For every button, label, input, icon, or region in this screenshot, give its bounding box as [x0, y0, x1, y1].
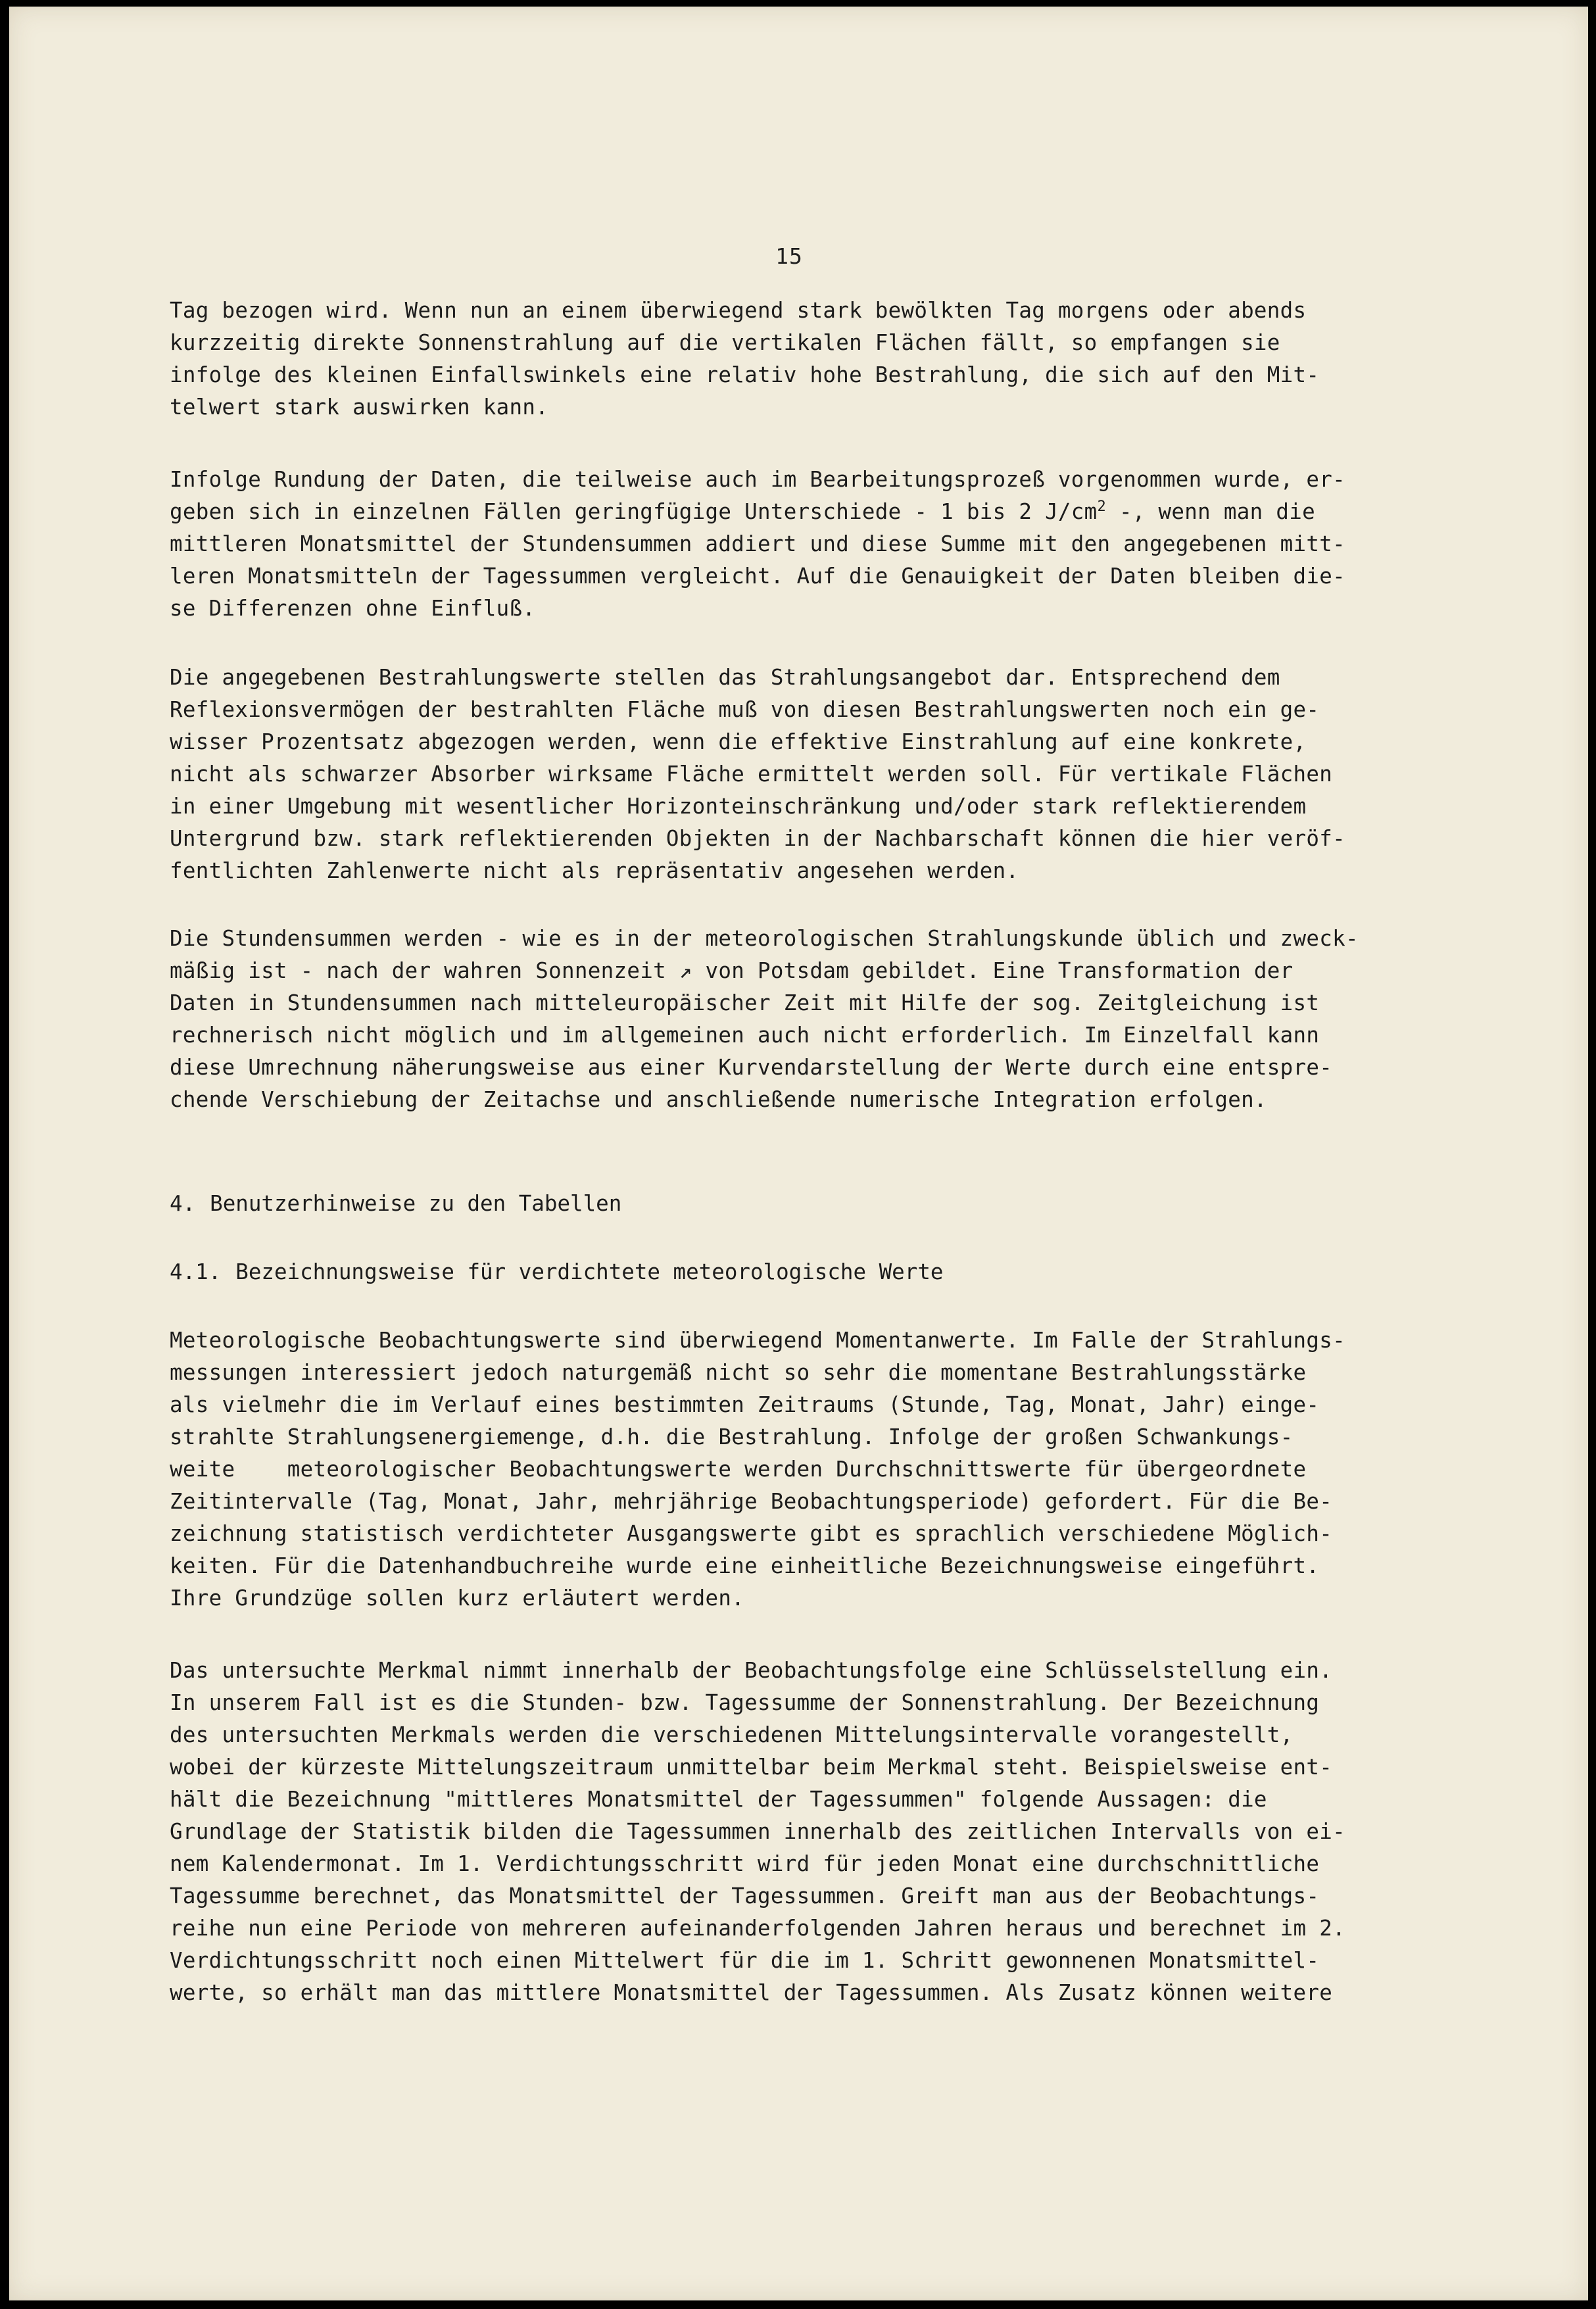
paragraph-line: Das untersuchte Merkmal nimmt innerhalb der Beobachtungsfolge eine Schlüsselstellung ein. [170, 1658, 1333, 1683]
paragraph-line: in einer Umgebung mit wesentlicher Horizonteinschränkung und/oder stark reflektierendem [170, 794, 1307, 819]
page-number: 15 [775, 243, 803, 269]
line-text-tail: -, wenn man die [1106, 499, 1315, 524]
paragraph-line: Grundlage der Statistik bilden die Tagessummen innerhalb des zeitlichen Intervalls von ei- [170, 1819, 1345, 1844]
paragraph-line: kurzzeitig direkte Sonnenstrahlung auf die vertikalen Flächen fällt, so empfangen sie [170, 330, 1280, 355]
paragraph-line: messungen interessiert jedoch naturgemäß nicht so sehr die momentane Bestrahlungsstärke [170, 1360, 1307, 1385]
paragraph-5 [170, 1325, 1406, 1615]
paragraph-line: Ihre Grundzüge sollen kurz erläutert werden. [170, 1586, 745, 1611]
paragraph-line: werte, so erhält man das mittlere Monatsmittel der Tagessummen. Als Zusatz können weitere [170, 1980, 1333, 2005]
section-number: 4.1. [170, 1259, 222, 1284]
line-text: geben sich in einzelnen Fällen geringfügige Unterschiede - 1 bis 2 J/cm [170, 499, 1098, 524]
paragraph-line: infolge des kleinen Einfallswinkels eine relativ hohe Bestrahlung, die sich auf den Mit- [170, 362, 1320, 387]
paragraph-line: chende Verschiebung der Zeitachse und anschließende numerische Integration erfolgen. [170, 1087, 1267, 1112]
paragraph-line: weite meteorologischer Beobachtungswerte werden Durchschnittswerte für übergeordnete [170, 1457, 1307, 1482]
paragraph-line: Die Stundensummen werden - wie es in der meteorologischen Strahlungskunde üblich und zweck- [170, 926, 1359, 951]
unit-superscript: 2 [1097, 498, 1107, 516]
section-title: Bezeichnungsweise für verdichtete meteorologische Werte [235, 1259, 944, 1284]
paragraph-line: nicht als schwarzer Absorber wirksame Fläche ermittelt werden soll. Für vertikale Flächen [170, 762, 1333, 787]
paragraph-line: Zeitintervalle (Tag, Monat, Jahr, mehrjährige Beobachtungsperiode) gefordert. Für die Be- [170, 1489, 1333, 1514]
paragraph-line: Verdichtungsschritt noch einen Mittelwert für die im 1. Schritt gewonnenen Monatsmittel- [170, 1948, 1320, 1973]
paragraph-line: Untergrund bzw. stark reflektierenden Objekten in der Nachbarschaft können die hier veröf- [170, 826, 1345, 851]
paragraph-4 [170, 923, 1406, 1116]
paragraph-line: Daten in Stundensummen nach mitteleuropäischer Zeit mit Hilfe der sog. Zeitgleichung ist [170, 990, 1320, 1015]
paragraph-3 [170, 662, 1406, 887]
paragraph-line: Meteorologische Beobachtungswerte sind überwiegend Momentanwerte. Im Falle der Strahlungs- [170, 1328, 1345, 1353]
paragraph-line: reihe nun eine Periode von mehreren aufeinanderfolgenden Jahren heraus und berechnet im 2. [170, 1916, 1345, 1941]
paragraph-line: In unserem Fall ist es die Stunden- bzw. Tagessumme der Sonnenstrahlung. Der Bezeichnung [170, 1690, 1320, 1715]
paragraph-line: telwert stark auswirken kann. [170, 395, 549, 420]
paragraph-line: wisser Prozentsatz abgezogen werden, wenn die effektive Einstrahlung auf eine konkrete, [170, 729, 1307, 754]
paragraph-line: hält die Bezeichnung "mittleres Monatsmittel der Tagessummen" folgende Aussagen: die [170, 1787, 1267, 1812]
paragraph-line: Tag bezogen wird. Wenn nun an einem überwiegend stark bewölkten Tag morgens oder abends [170, 298, 1307, 323]
paragraph-line-with-unit [170, 496, 1406, 528]
paragraph-line: als vielmehr die im Verlauf eines bestimmten Zeitraums (Stunde, Tag, Monat, Jahr) einge- [170, 1392, 1320, 1417]
paragraph-line: diese Umrechnung näherungsweise aus einer Kurvendarstellung der Werte durch eine entspre- [170, 1055, 1333, 1080]
paragraph-line: Infolge Rundung der Daten, die teilweise auch im Bearbeitungsprozeß vorgenommen wurde, er- [170, 467, 1345, 492]
paragraph-1 [170, 295, 1406, 424]
section-number: 4. [170, 1191, 196, 1216]
paragraph-line: Tagessumme berechnet, das Monatsmittel der Tagessummen. Greift man aus der Beobachtungs- [170, 1884, 1320, 1908]
paragraph-line: Die angegebenen Bestrahlungswerte stellen das Strahlungsangebot dar. Entsprechend dem [170, 665, 1280, 690]
section-title: Benutzerhinweise zu den Tabellen [210, 1191, 622, 1216]
paragraph-line: keiten. Für die Datenhandbuchreihe wurde eine einheitliche Bezeichnungsweise eingeführt. [170, 1553, 1320, 1578]
paragraph-line: mäßig ist - nach der wahren Sonnenzeit ↗ von Potsdam gebildet. Eine Transformation der [170, 958, 1294, 983]
paragraph-line: Reflexionsvermögen der bestrahlten Fläche muß von diesen Bestrahlungswerten noch ein ge- [170, 697, 1320, 722]
paragraph-line: se Differenzen ohne Einfluß. [170, 596, 536, 621]
paragraph-6 [170, 1655, 1406, 2009]
paragraph-line: des untersuchten Merkmals werden die verschiedenen Mittelungsintervalle vorangestellt, [170, 1722, 1294, 1747]
paragraph-line: rechnerisch nicht möglich und im allgemeinen auch nicht erforderlich. Im Einzelfall kann [170, 1023, 1320, 1048]
paragraph-line: strahlte Strahlungsenergiemenge, d.h. die Bestrahlung. Infolge der großen Schwankungs- [170, 1424, 1294, 1449]
paragraph-line: mittleren Monatsmittel der Stundensummen addiert und diese Summe mit den angegebenen mitt- [170, 531, 1345, 556]
paragraph-2 [170, 464, 1406, 625]
section-heading [170, 1188, 621, 1220]
subsection-heading [170, 1256, 943, 1288]
paragraph-line: wobei der kürzeste Mittelungszeitraum unmittelbar beim Merkmal steht. Beispielsweise ent- [170, 1755, 1333, 1780]
paragraph-line: nem Kalendermonat. Im 1. Verdichtungsschritt wird für jeden Monat eine durchschnittliche [170, 1851, 1320, 1876]
paragraph-line: fentlichten Zahlenwerte nicht als repräsentativ angesehen werden. [170, 858, 1019, 883]
paragraph-line: leren Monatsmitteln der Tagessummen vergleicht. Auf die Genauigkeit der Daten bleiben die- [170, 564, 1345, 589]
paragraph-line: zeichnung statistisch verdichteter Ausgangswerte gibt es sprachlich verschiedene Möglich- [170, 1521, 1333, 1546]
